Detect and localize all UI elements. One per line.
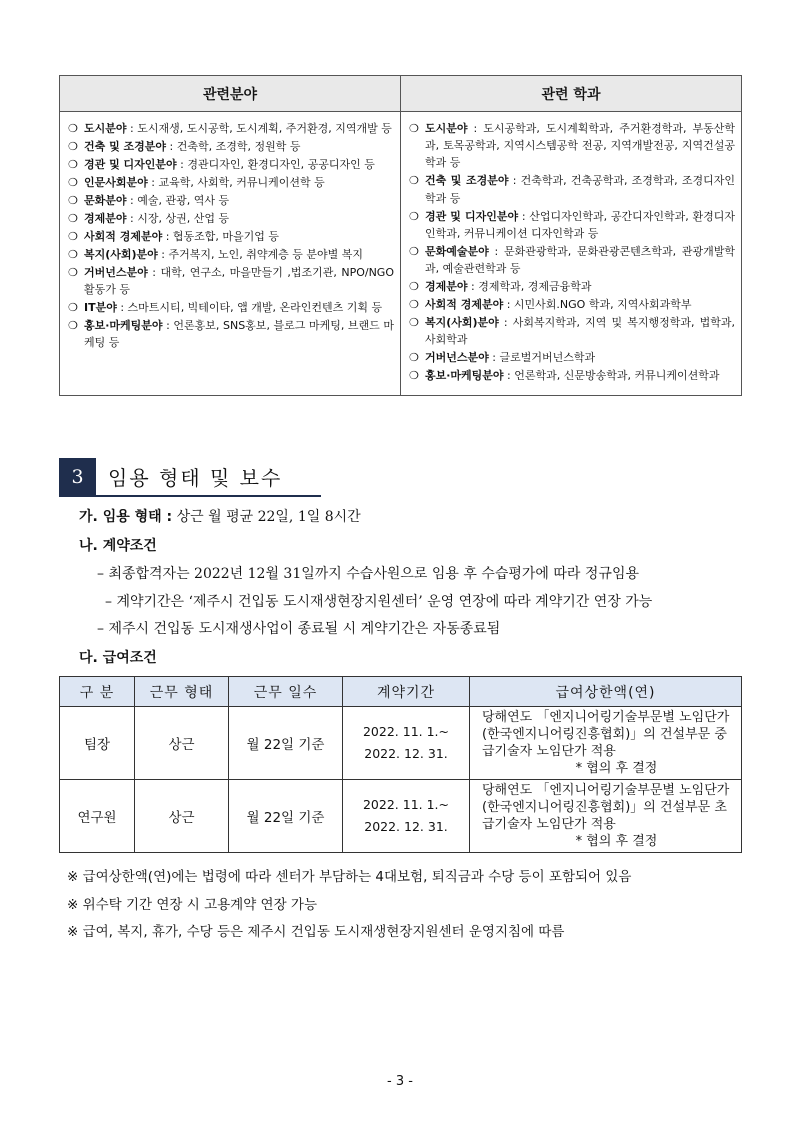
list-item [409, 278, 735, 295]
field-name: 사회적 경제분야 [425, 298, 504, 312]
field-name: IT분야 [84, 301, 117, 315]
list-item [68, 174, 394, 191]
salary-header-days: 근무 일수 [229, 677, 343, 707]
circle-bullet-icon: ❍ [68, 158, 78, 171]
field-description: : 경관디자인, 환경디자인, 공공디자인 등 [176, 158, 375, 171]
employment-form-value: 상근 월 평균 22일, 1일 8시간 [172, 509, 361, 525]
field-name: 건축 및 조경분야 [84, 140, 167, 153]
page-number: - 3 - [387, 1074, 413, 1089]
field-description: : 시민사회.NGO 학과, 지역사회과학부 [503, 298, 692, 312]
field-name: 홍보·마케팅분야 [84, 319, 163, 333]
field-description: : 시장, 상권, 산업 등 [126, 212, 230, 225]
circle-bullet-icon: ❍ [68, 212, 78, 225]
employment-form-label: 가. 임용 형태 : [79, 509, 173, 525]
circle-bullet-icon: ❍ [409, 316, 419, 330]
field-name: 복지(사회)분야 [84, 248, 158, 261]
amount-text: 당해연도 「엔지니어링기술부문별 노임단가(한국엔지니어링진흥협회)」의 건설부문 초급기술자 노임단가 적용 [482, 783, 730, 832]
field-description: : 경제학과, 경제금융학과 [467, 280, 592, 294]
related-departments-cell [401, 112, 742, 396]
amount-text: 당해연도 「엔지니어링기술부문별 노임단가(한국엔지니어링진흥협회)」의 건설부문 중급기술자 노임단가 적용 [482, 710, 730, 759]
field-name: 사회적 경제분야 [84, 230, 163, 243]
salary-cell-period [343, 780, 470, 853]
list-item [409, 314, 735, 348]
circle-bullet-icon: ❍ [68, 319, 78, 333]
section-title: 임용 형태 및 보수 [108, 466, 283, 490]
period-start: 2022. 11. 1.~ [362, 724, 449, 739]
contract-line-3: – 제주시 건입동 도시재생사업이 종료될 시 계약기간은 자동종료됨 [97, 621, 501, 637]
field-description: : 도시공학과, 도시계획학과, 주거환경학과, 부동산학과, 토목공학과, 지역시스템공학 전공, 지역개발전공, 지역건설공학과 등 [425, 122, 735, 170]
field-description: : 언론학과, 신문방송학과, 커뮤니케이션학과 [503, 369, 720, 383]
field-name: 홍보·마케팅분야 [425, 369, 504, 383]
related-departments-list [409, 120, 735, 384]
field-description: : 도시재생, 도시공학, 도시계획, 주거환경, 지역개발 등 [126, 122, 392, 135]
circle-bullet-icon: ❍ [68, 176, 78, 189]
note-line-3: ※ 급여, 복지, 휴가, 수당 등은 제주시 건입동 도시재생현장지원센터 운영지침에 따름 [67, 924, 565, 940]
header-related-departments: 관련 학과 [401, 76, 742, 112]
related-fields-list [68, 120, 394, 352]
field-description: : 글로벌거버넌스학과 [488, 351, 596, 365]
salary-header-form: 근무 형태 [135, 677, 229, 707]
circle-bullet-icon: ❍ [68, 122, 78, 135]
list-item [68, 317, 394, 351]
circle-bullet-icon: ❍ [68, 230, 78, 243]
circle-bullet-icon: ❍ [409, 298, 419, 312]
salary-row-team-leader [60, 707, 742, 780]
salary-cell-type: 팀장 [60, 707, 135, 780]
list-item [68, 228, 394, 245]
related-fields-table [59, 75, 742, 396]
field-description: : 주거복지, 노인, 취약계층 등 분야별 복지 [157, 248, 364, 261]
circle-bullet-icon: ❍ [409, 244, 419, 258]
circle-bullet-icon: ❍ [68, 140, 78, 153]
field-name: 경제분야 [84, 212, 127, 225]
field-name: 문화분야 [84, 194, 127, 207]
circle-bullet-icon: ❍ [68, 301, 78, 315]
period-start: 2022. 11. 1.~ [362, 797, 449, 812]
list-item [68, 246, 394, 263]
field-name: 복지(사회)분야 [425, 316, 499, 330]
field-description: : 대학, 연구소, 마을만들기 ,법조기관, NPO/NGO 활동가 등 [84, 266, 394, 297]
salary-header-period: 계약기간 [343, 677, 470, 707]
list-item [68, 264, 394, 298]
contract-label: 나. 계약조건 [79, 538, 157, 554]
section-number: 3 [59, 458, 96, 495]
circle-bullet-icon: ❍ [409, 209, 419, 223]
circle-bullet-icon: ❍ [68, 194, 78, 207]
salary-cell-days: 월 22일 기준 [229, 707, 343, 780]
field-description: : 문화관광학과, 문화관광콘텐츠학과, 관광개발학과, 예술관련학과 등 [425, 244, 735, 276]
salary-row-researcher [60, 780, 742, 853]
field-description: : 사회복지학과, 지역 및 복지행정학과, 법학과, 사회학과 [425, 316, 735, 347]
salary-cell-form: 상근 [135, 707, 229, 780]
field-description: : 건축학, 조경학, 정원학 등 [166, 140, 301, 153]
circle-bullet-icon: ❍ [68, 248, 78, 261]
field-name: 문화예술분야 [425, 244, 489, 258]
contract-line-2: – 계약기간은 ‘제주시 건입동 도시재생현장지원센터’ 운영 연장에 따라 계약기간 연장 가능 [105, 594, 653, 610]
list-item [409, 208, 735, 242]
list-item [409, 243, 735, 277]
field-description: : 건축학과, 건축공학과, 조경학과, 조경디자인학과 등 [425, 174, 736, 205]
section-heading [59, 458, 321, 497]
list-item [409, 172, 735, 206]
field-name: 인문사회분야 [84, 176, 148, 189]
period-end: 2022. 12. 31. [364, 819, 448, 834]
list-item [68, 138, 394, 155]
salary-header-type: 구 분 [60, 677, 135, 707]
circle-bullet-icon: ❍ [68, 266, 78, 279]
salary-table [59, 676, 742, 853]
field-description: : 예술, 관광, 역사 등 [126, 194, 230, 207]
field-description: : 교육학, 사회학, 커뮤니케이션학 등 [147, 176, 325, 189]
field-name: 경제분야 [425, 280, 468, 294]
list-item [409, 367, 735, 384]
header-related-fields: 관련분야 [60, 76, 401, 112]
field-name: 도시분야 [84, 122, 127, 135]
salary-cell-amount [470, 780, 742, 853]
amount-note: * 협의 후 결정 [575, 761, 658, 776]
period-end: 2022. 12. 31. [364, 746, 448, 761]
salary-cell-amount [470, 707, 742, 780]
circle-bullet-icon: ❍ [409, 369, 419, 383]
list-item [409, 349, 735, 366]
circle-bullet-icon: ❍ [409, 174, 419, 188]
contract-line-1: – 최종합격자는 2022년 12월 31일까지 수습사원으로 임용 후 수습평가에 따라 정규임용 [97, 566, 640, 582]
list-item [409, 296, 735, 313]
salary-cell-type: 연구원 [60, 780, 135, 853]
field-name: 거버넌스분야 [425, 351, 489, 365]
field-name: 거버넌스분야 [84, 266, 148, 279]
list-item [409, 120, 735, 172]
salary-header-amount: 급여상한액(연) [470, 677, 742, 707]
salary-label: 다. 급여조건 [79, 650, 157, 666]
salary-cell-form: 상근 [135, 780, 229, 853]
related-fields-cell [60, 112, 401, 396]
list-item [68, 120, 394, 137]
field-description: : 언론홍보, SNS홍보, 블로그 마케팅, 브랜드 마케팅 등 [84, 319, 394, 350]
amount-note: * 협의 후 결정 [575, 834, 658, 849]
field-description: : 협동조합, 마을기업 등 [162, 230, 280, 243]
field-description: : 스마트시티, 빅테이타, 앱 개발, 온라인컨텐츠 기획 등 [116, 301, 383, 315]
list-item [68, 210, 394, 227]
list-item [68, 299, 394, 316]
list-item [68, 156, 394, 173]
field-name: 도시분야 [425, 122, 468, 135]
salary-cell-days: 월 22일 기준 [229, 780, 343, 853]
employment-form-line [79, 506, 361, 526]
field-name: 경관 및 디자인분야 [84, 158, 177, 171]
note-line-1: ※ 급여상한액(연)에는 법령에 따라 센터가 부담하는 4대보험, 퇴직금과 수당 등이 포함되어 있음 [67, 869, 632, 885]
circle-bullet-icon: ❍ [409, 122, 419, 135]
list-item [68, 192, 394, 209]
note-line-2: ※ 위수탁 기간 연장 시 고용계약 연장 가능 [67, 897, 318, 913]
circle-bullet-icon: ❍ [409, 280, 419, 294]
salary-cell-period [343, 707, 470, 780]
circle-bullet-icon: ❍ [409, 351, 419, 365]
field-description: : 산업디자인학과, 공간디자인학과, 환경디자인학과, 커뮤니케이션 디자인학과 등 [425, 209, 735, 240]
field-name: 경관 및 디자인분야 [425, 209, 519, 223]
field-name: 건축 및 조경분야 [425, 174, 509, 188]
